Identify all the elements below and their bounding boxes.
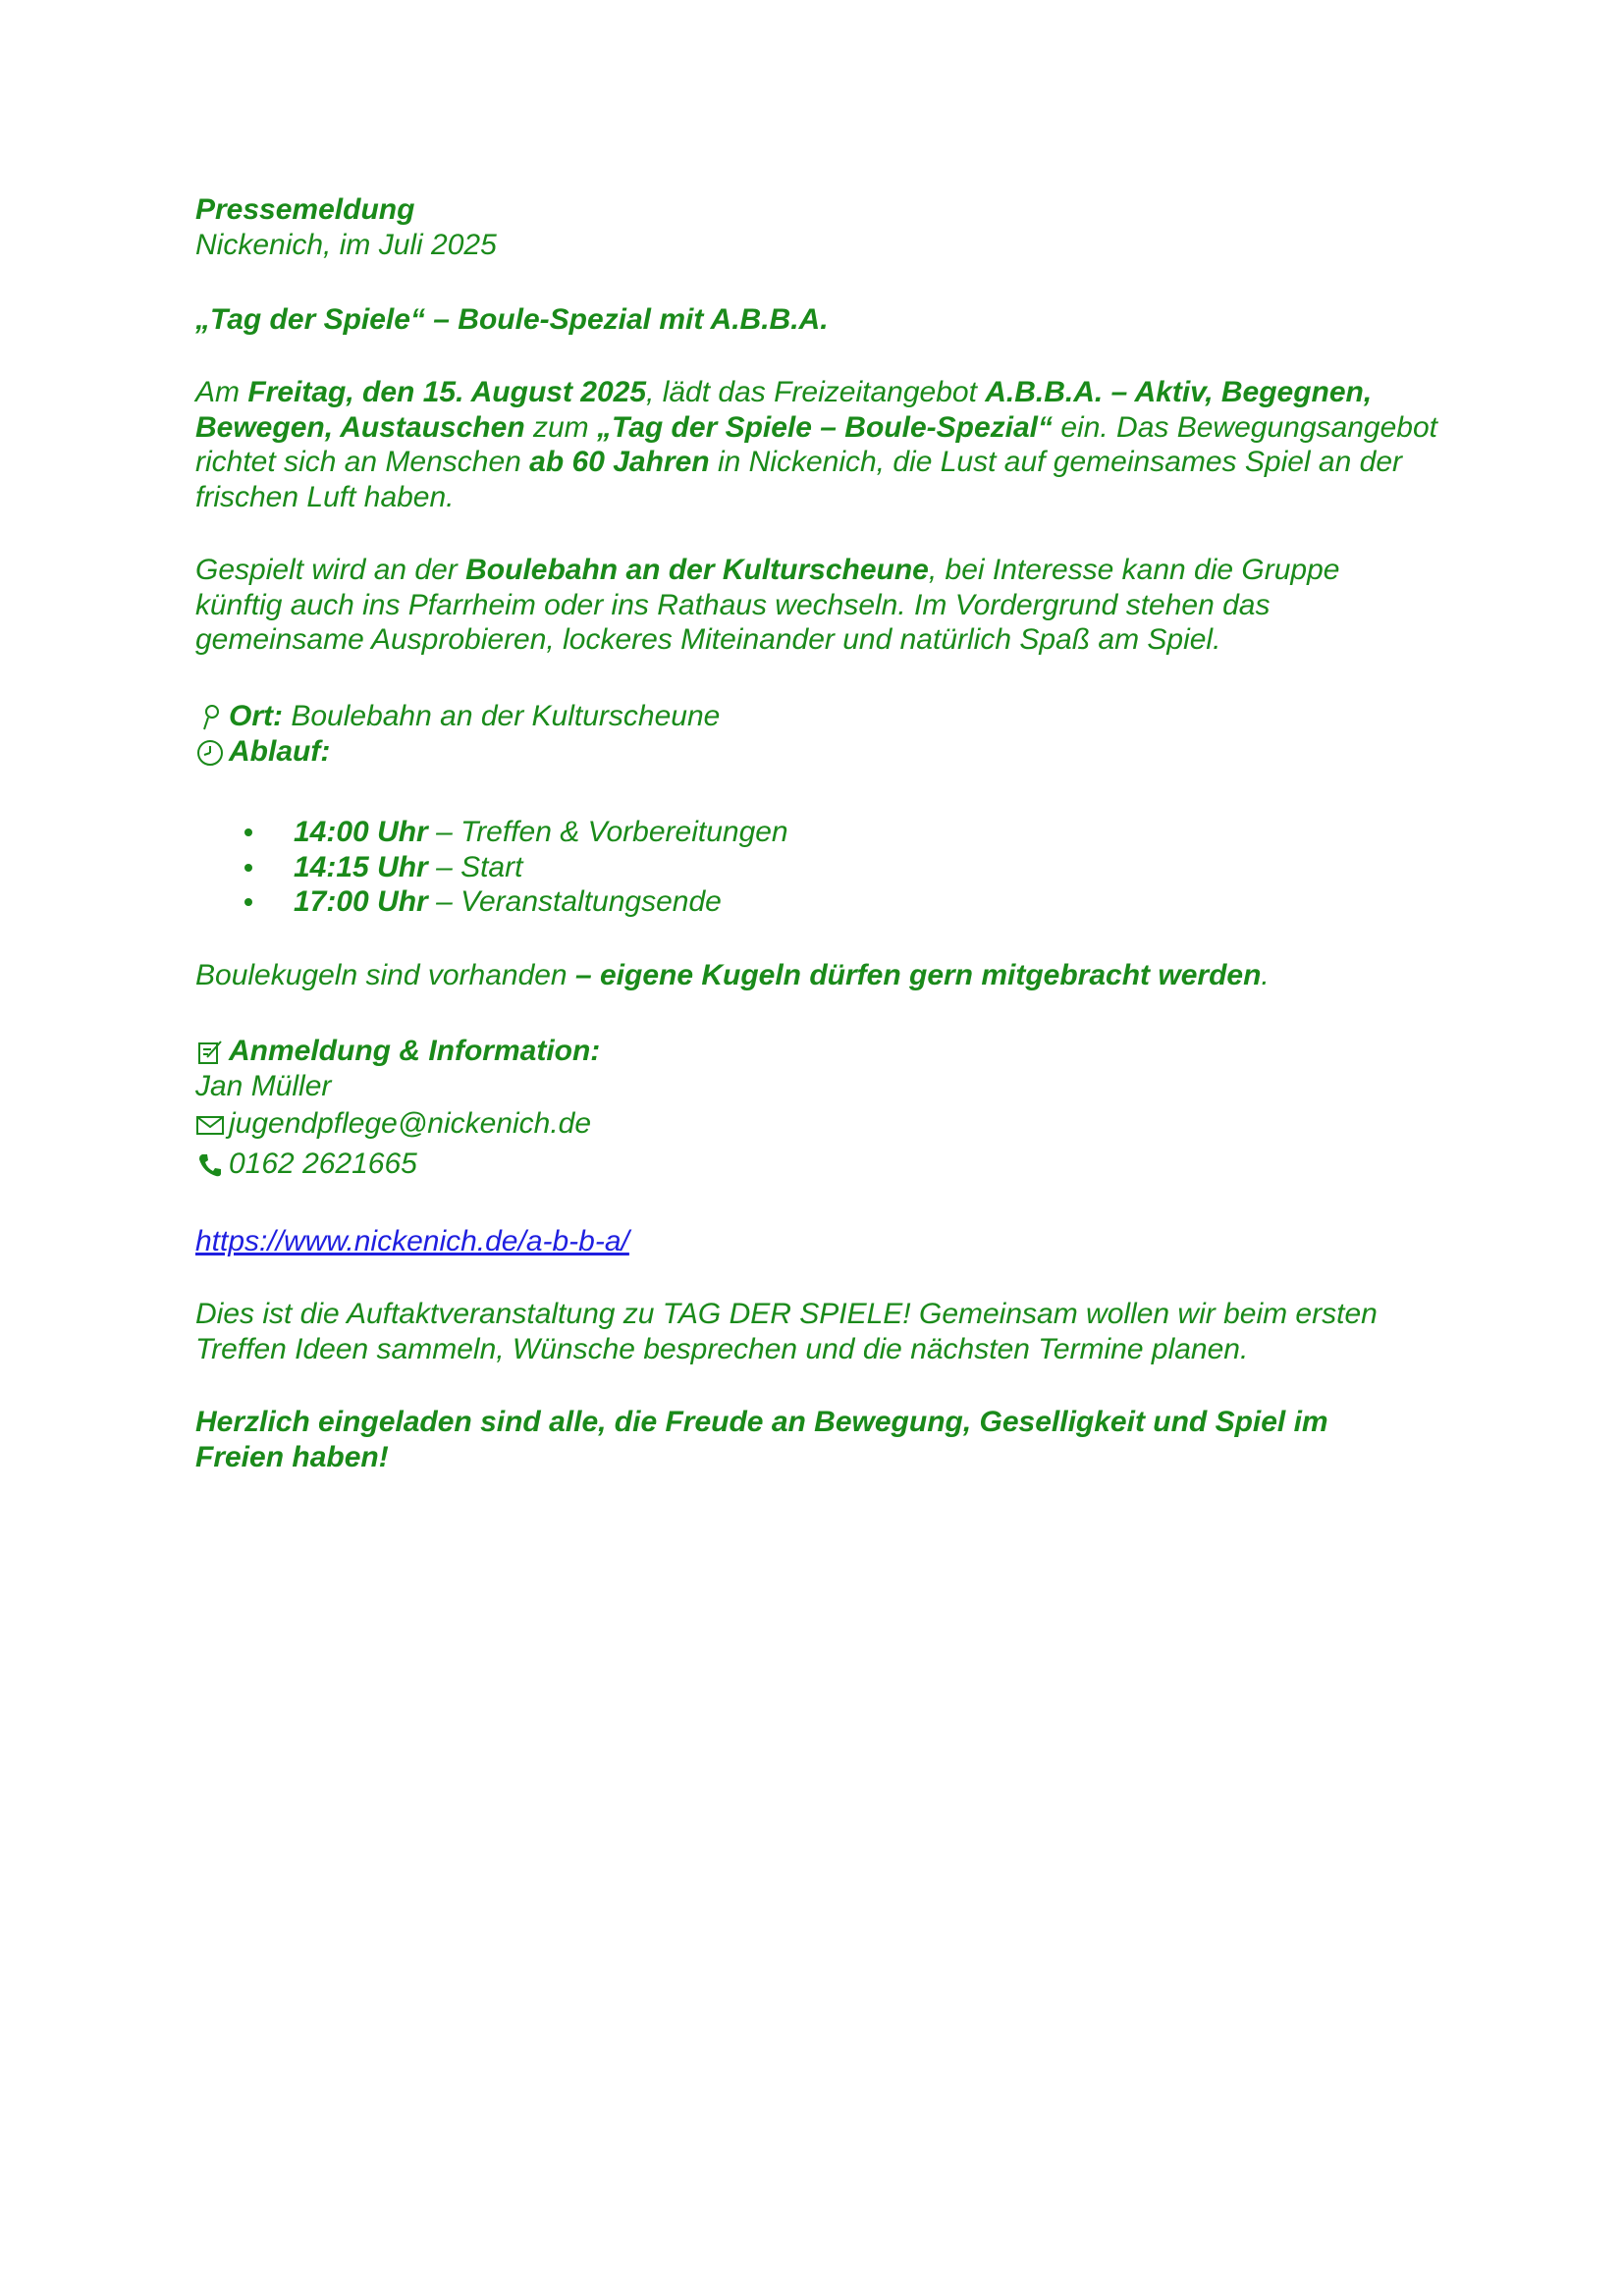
- clock-icon: [195, 738, 229, 768]
- press-title: Pressemeldung: [195, 193, 415, 226]
- email-icon: [195, 1110, 229, 1140]
- phone-icon: [195, 1150, 229, 1180]
- headline: [195, 302, 1472, 338]
- intro-text-5: in Nickenich, die Lust auf gemeinsames Spiel an der frischen Luft haben.: [195, 446, 1402, 513]
- ort-line: [195, 699, 1472, 769]
- intro-event: „Tag der Spiele – Boule-Spezial“: [597, 410, 1054, 444]
- schedule-item: [195, 815, 1472, 850]
- contact-phone-row: [195, 1147, 1472, 1182]
- schedule-list: [195, 815, 1472, 920]
- contact-block: [195, 1034, 1472, 1181]
- schedule-time: 17:00 Uhr: [294, 885, 428, 918]
- closing-info-text: Dies ist die Auftaktveranstaltung zu TAG DER SPIELE! Gemeinsam wollen wir beim ersten Treffen Ideen sammeln, Wünsche besprechen und die nächsten Termine planen.: [195, 1298, 1378, 1365]
- link-line: [195, 1224, 1472, 1259]
- schedule-time: 14:15 Uhr: [294, 850, 428, 883]
- closing-text: Herzlich eingeladen sind alle, die Freude an Bewegung, Geselligkeit und Spiel im Freien haben!: [195, 1406, 1328, 1473]
- contact-phone[interactable]: 0162 2621665: [229, 1147, 417, 1180]
- kugeln-text-2: .: [1261, 959, 1270, 991]
- kugeln-text-1: Boulekugeln sind vorhanden: [195, 959, 575, 991]
- schedule-text: – Treffen & Vorbereitungen: [427, 816, 788, 848]
- ablauf-label: Ablauf:: [229, 734, 331, 768]
- intro-abba: A.B.B.A. – Aktiv, Begegnen, Bewegen, Austauschen: [195, 376, 1373, 444]
- ort-value: Boulebahn an der Kulturscheune: [283, 700, 721, 732]
- intro-text-1: Am: [195, 376, 248, 408]
- place-date: Nickenich, im Juli 2025: [195, 228, 497, 261]
- kugeln-bold: – eigene Kugeln dürfen gern mitgebracht werden: [574, 959, 1262, 991]
- header-block: [195, 192, 1472, 262]
- venue-text-2: , bei Interesse kann die Gruppe künftig auch ins Pfarrheim oder ins Rathaus wechseln. Im Vordergrund stehen das gemeinsame Ausprobieren, lockeres Miteinander und natürlich Spaß am Spiel.: [195, 554, 1340, 656]
- contact-email-row: [195, 1106, 1472, 1142]
- intro-date: Freitag, den 15. August 2025: [247, 376, 647, 408]
- contact-name: Jan Müller: [195, 1069, 332, 1102]
- contact-email[interactable]: jugendpflege@nickenich.de: [229, 1107, 592, 1140]
- schedule-item: [195, 850, 1472, 885]
- intro-text-4: ein. Das Bewegungsangebot richtet sich an Menschen: [195, 410, 1437, 478]
- schedule-text: – Start: [427, 850, 523, 883]
- schedule-time: 14:00 Uhr: [294, 816, 428, 848]
- intro-text-3: zum: [524, 410, 597, 444]
- memo-icon: [195, 1038, 229, 1067]
- schedule-text: – Veranstaltungsende: [427, 885, 722, 918]
- contact-heading-row: [195, 1034, 1472, 1069]
- intro-age: ab 60 Jahren: [529, 446, 710, 478]
- venue-bold: Boulebahn an der Kulturscheune: [465, 554, 929, 586]
- venue-paragraph: [195, 553, 1433, 658]
- closing-info-paragraph: [195, 1297, 1442, 1366]
- intro-text-2: , lädt das Freizeitangebot: [646, 376, 986, 408]
- intro-paragraph: [195, 375, 1437, 514]
- venue-text-1: Gespielt wird an der: [195, 554, 466, 586]
- headline-text: „Tag der Spiele“ – Boule-Spezial mit A.B.B.A.: [195, 303, 829, 336]
- closing-paragraph: [195, 1405, 1403, 1474]
- ort-label: Ort:: [229, 700, 283, 732]
- schedule-item: [195, 884, 1472, 920]
- contact-heading: Anmeldung & Information:: [229, 1035, 601, 1067]
- location-pin-icon: [195, 703, 229, 732]
- kugeln-line: [195, 958, 1472, 993]
- website-link[interactable]: https://www.nickenich.de/a-b-b-a/: [195, 1225, 629, 1257]
